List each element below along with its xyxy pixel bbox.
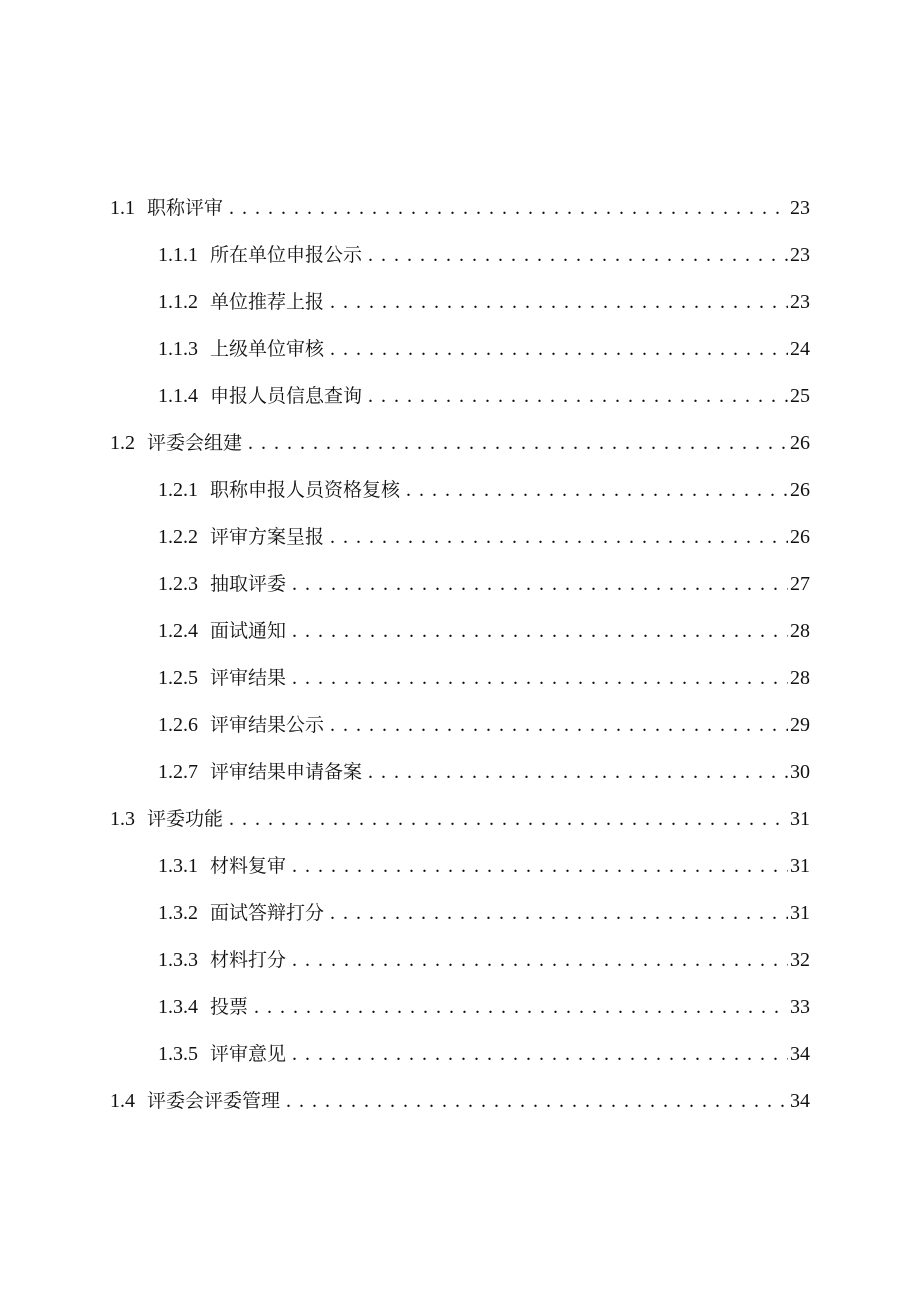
toc-entry-number: 1.3.5 [158,1043,198,1065]
toc-entry-page: 33 [790,996,810,1018]
toc-entry-number: 1.3 [110,808,135,830]
toc-leader-dots [254,987,788,1027]
toc-entry-number: 1.2.7 [158,761,198,783]
toc-entry-page: 27 [790,573,810,595]
toc-entry-page: 26 [790,432,810,454]
toc-entry-page: 26 [790,479,810,501]
toc-entry-title: 申报人员信息查询 [210,385,363,407]
toc-entry-page: 23 [790,244,810,266]
toc-leader-dots [330,329,788,369]
toc-entry-page: 24 [790,338,810,360]
toc-entry[interactable] [158,329,810,369]
toc-entry-page: 32 [790,949,810,971]
toc-leader-dots [286,1081,788,1121]
toc-leader-dots [330,893,788,933]
toc-entry-title: 评委会组建 [147,432,243,454]
toc-entry-page: 29 [790,714,810,736]
toc-entry-number: 1.1.3 [158,338,198,360]
toc-entry-number: 1.2.6 [158,714,198,736]
toc-leader-dots [292,658,788,698]
toc-entry-page: 28 [790,620,810,642]
toc-entry-number: 1.3.2 [158,902,198,924]
toc-entry[interactable] [158,893,810,933]
toc-entry-number: 1.1.2 [158,291,198,313]
toc-entry-title: 评委功能 [147,808,224,830]
toc-entry-number: 1.2.1 [158,479,198,501]
toc-entry-number: 1.1.4 [158,385,198,407]
toc-entry-number: 1.2.2 [158,526,198,548]
toc-entry-page: 23 [790,197,810,219]
toc-leader-dots [368,235,788,275]
toc-entry[interactable] [158,564,810,604]
toc-entry-title: 评审结果 [210,667,287,689]
toc-entry[interactable] [158,235,810,275]
toc-entry-title: 投票 [210,996,249,1018]
toc-entry-number: 1.4 [110,1090,135,1112]
toc-entry[interactable] [158,282,810,322]
toc-entry[interactable] [158,658,810,698]
toc-entry-page: 34 [790,1090,810,1112]
toc-entry-page: 31 [790,902,810,924]
toc-leader-dots [292,564,788,604]
toc-entry-title: 抽取评委 [210,573,287,595]
toc-entry-title: 材料复审 [210,855,287,877]
toc-entry-number: 1.1 [110,197,135,219]
toc-leader-dots [248,423,788,463]
toc-entry-title: 评委会评委管理 [147,1090,281,1112]
toc-entry[interactable] [158,470,810,510]
toc-leader-dots [330,282,788,322]
toc-leader-dots [292,1034,788,1074]
toc-entry-number: 1.2.4 [158,620,198,642]
toc-entry[interactable] [158,705,810,745]
toc-entry-title: 职称评审 [147,197,224,219]
toc-entry-title: 面试答辩打分 [210,902,325,924]
toc-entry-number: 1.3.1 [158,855,198,877]
toc-entry[interactable] [158,376,810,416]
toc-entry[interactable] [158,517,810,557]
toc-entry[interactable] [158,1034,810,1074]
toc-entry[interactable] [158,611,810,651]
toc-entry-number: 1.2.5 [158,667,198,689]
toc-entry[interactable] [158,846,810,886]
toc-entry-page: 23 [790,291,810,313]
toc-entry-title: 评审意见 [210,1043,287,1065]
toc-leader-dots [292,940,788,980]
toc-entry-title: 评审结果公示 [210,714,325,736]
toc-entry-title: 上级单位审核 [210,338,325,360]
toc-leader-dots [368,376,788,416]
toc-entry-number: 1.2.3 [158,573,198,595]
toc-entry[interactable] [110,1081,810,1121]
toc-leader-dots [292,611,788,651]
toc-entry-title: 评审方案呈报 [210,526,325,548]
toc-leader-dots [368,752,788,792]
toc-leader-dots [330,517,788,557]
toc-entry-page: 34 [790,1043,810,1065]
toc-entry[interactable] [110,799,810,839]
toc-leader-dots [292,846,788,886]
toc-entry[interactable] [158,752,810,792]
toc-entry[interactable] [158,987,810,1027]
toc-entry-page: 30 [790,761,810,783]
toc-entry-number: 1.3.4 [158,996,198,1018]
toc-entry-page: 25 [790,385,810,407]
toc-leader-dots [229,188,788,228]
toc-entry-title: 所在单位申报公示 [210,244,363,266]
toc-entry-number: 1.1.1 [158,244,198,266]
toc-entry[interactable] [110,423,810,463]
toc-entry-page: 31 [790,808,810,830]
toc-entry-title: 职称申报人员资格复核 [210,479,401,501]
toc-entry-page: 26 [790,526,810,548]
toc-leader-dots [229,799,788,839]
toc-entry[interactable] [110,188,810,228]
toc-entry[interactable] [158,940,810,980]
toc-entry-title: 材料打分 [210,949,287,971]
toc-entry-title: 单位推荐上报 [210,291,325,313]
toc-entry-number: 1.2 [110,432,135,454]
toc-entry-title: 面试通知 [210,620,287,642]
toc-leader-dots [406,470,788,510]
toc-entry-page: 31 [790,855,810,877]
toc-entry-number: 1.3.3 [158,949,198,971]
toc-entry-title: 评审结果申请备案 [210,761,363,783]
toc-leader-dots [330,705,788,745]
toc-entry-page: 28 [790,667,810,689]
